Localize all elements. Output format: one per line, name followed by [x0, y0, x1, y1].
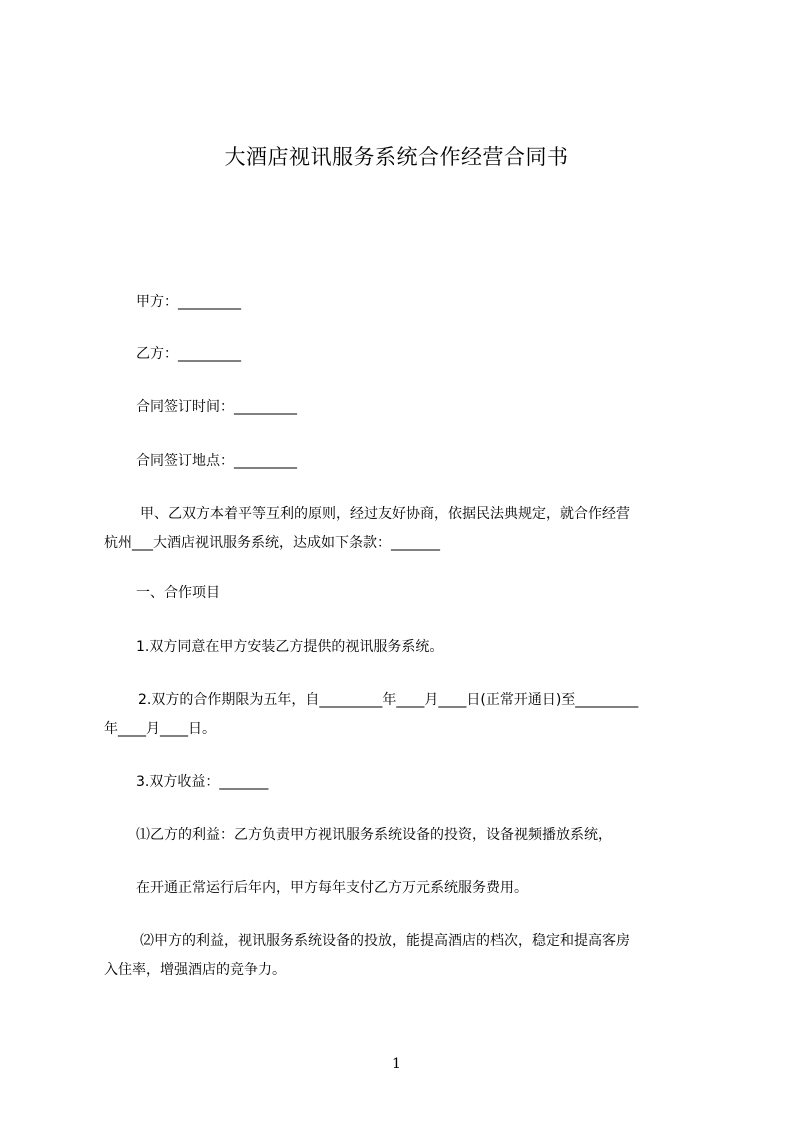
intro-paragraph-line1: 甲、乙双方本着平等互利的原则，经过友好协商，依据民法典规定，就合作经营	[140, 506, 630, 522]
sign-time-line: 合同签订时间：_________	[136, 399, 297, 415]
party-a-line: 甲方：_________	[136, 294, 241, 310]
intro-paragraph-line2: 杭州___大酒店视讯服务系统，达成如下条款：_______	[104, 535, 440, 551]
sign-place-line: 合同签订地点：_________	[136, 453, 297, 469]
section-heading-cooperation: 一、合作项目	[136, 585, 220, 601]
clause-1: 1.双方同意在甲方安装乙方提供的视讯服务系统。	[136, 639, 444, 655]
clause-3: 3.双方收益：_______	[136, 774, 269, 790]
page-number: 1	[392, 1056, 401, 1072]
benefit-2-line2: 入住率，增强酒店的竞争力。	[104, 962, 286, 978]
clause-2-line2: 年____月____日。	[104, 721, 216, 737]
document-title: 大酒店视讯服务系统合作经营合同书	[224, 145, 569, 169]
benefit-1-line1: ⑴乙方的利益：乙方负责甲方视讯服务系统设备的投资，设备视频播放系统，	[136, 827, 612, 843]
clause-2-line1: 2.双方的合作期限为五年，自_________年____月____日(正常开通日)至_________	[138, 692, 639, 708]
benefit-1-line2: 在开通正常运行后年内，甲方每年支付乙方万元系统服务费用。	[136, 880, 528, 896]
party-b-line: 乙方：_________	[136, 346, 241, 362]
benefit-2-line1: ⑵甲方的利益，视讯服务系统设备的投放，能提高酒店的档次，稳定和提高客房	[140, 933, 630, 949]
